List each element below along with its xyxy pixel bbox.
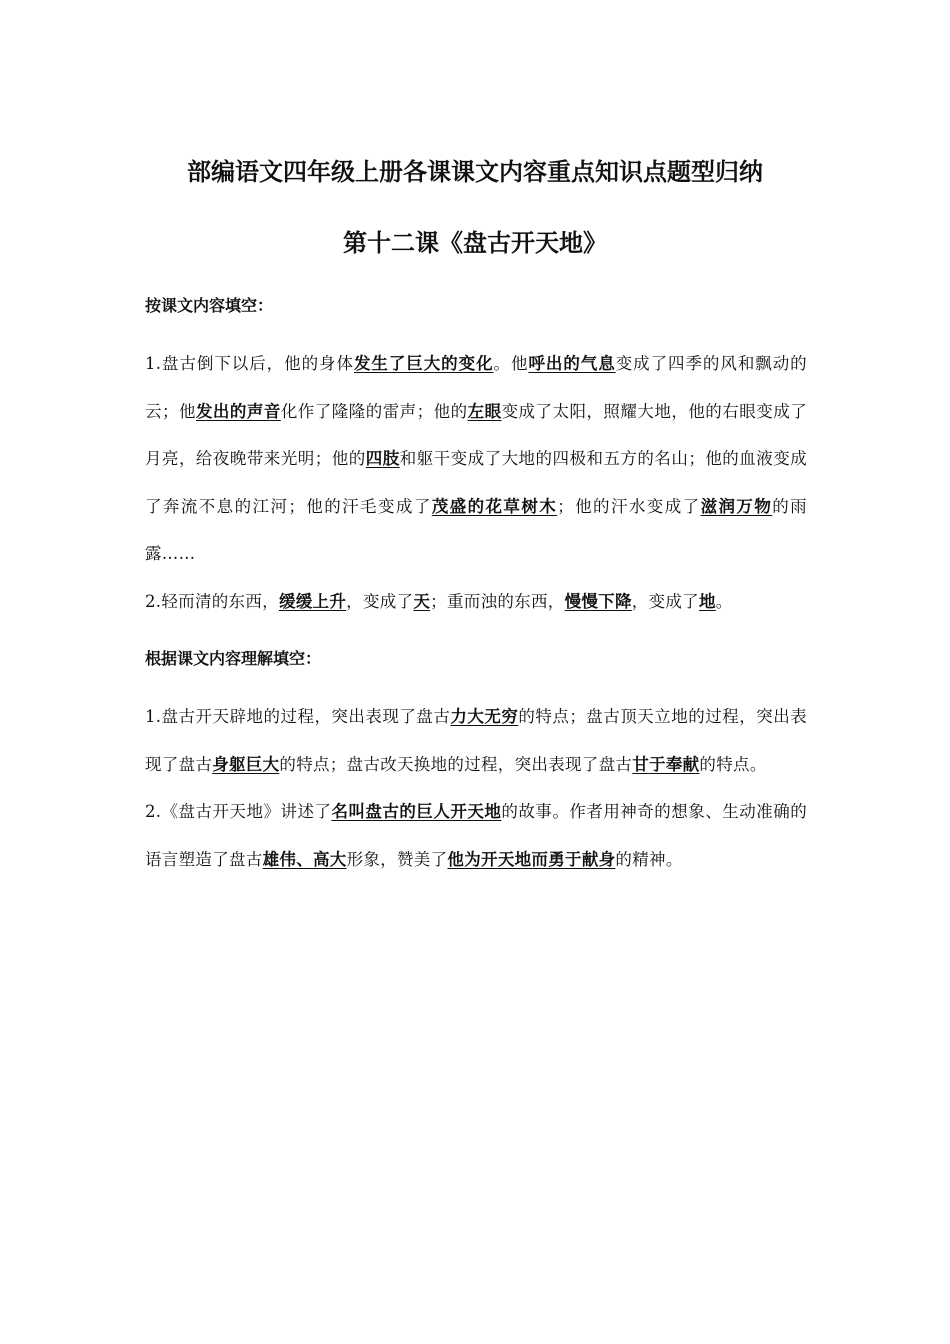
- paragraph-text: 的特点。: [699, 754, 767, 774]
- paragraph-text: 的特点；盘古改天换地的过程，突出表现了盘古: [279, 754, 633, 774]
- paragraph-text: 1.盘古倒下以后，他的身体: [145, 354, 354, 373]
- answer-text: 发生了巨大的变化: [353, 354, 494, 373]
- paragraph-text: 化作了隆隆的雷声；他的: [280, 401, 468, 421]
- answer-text: 茂盛的花草树木: [431, 496, 558, 516]
- answer-text: 地: [698, 591, 716, 611]
- paragraph-text: 的精神。: [615, 849, 683, 869]
- paragraph-text: 的雨露……: [145, 496, 807, 563]
- paragraph-text: 。他: [493, 354, 529, 373]
- answer-text: 呼出的气息: [528, 354, 616, 373]
- lesson-title: 第十二课《盘古开天地》: [343, 229, 607, 257]
- paragraph-text: ，变成了: [631, 591, 699, 611]
- answer-text: 天: [413, 591, 431, 611]
- answer-text: 他为开天地而勇于献身: [447, 849, 616, 869]
- paragraph-text: 1.盘古开天辟地的过程，突出表现了盘古: [145, 707, 451, 726]
- answer-text: 发出的声音: [195, 401, 281, 421]
- answer-text: 滋润万物: [700, 496, 773, 516]
- document-body: [145, 292, 807, 883]
- question-paragraph: [145, 578, 807, 626]
- document-title: 部编语文四年级上册各课课文内容重点知识点题型归纳: [187, 158, 763, 186]
- answer-text: 慢慢下降: [564, 591, 632, 611]
- answer-text: 四肢: [365, 449, 400, 468]
- question-paragraph: [145, 788, 807, 883]
- paragraph-text: ；他的汗水变成了: [557, 496, 701, 516]
- question-paragraph: [145, 693, 807, 788]
- answer-text: 名叫盘古的巨人开天地: [331, 802, 502, 821]
- section-heading-fill-blanks: 按课文内容填空：: [145, 296, 274, 315]
- paragraph-text: 的特点；盘古顶天立地的过程，突出表现了盘古: [145, 707, 807, 774]
- paragraph-text: ，变成了: [346, 591, 414, 611]
- section-heading-comprehension: 根据课文内容理解填空：: [145, 649, 322, 668]
- paragraph-text: 变成了四季的风和飘动的云；他: [145, 354, 807, 421]
- answer-text: 身躯巨大: [212, 754, 280, 774]
- answer-text: 甘于奉献: [632, 754, 700, 774]
- paragraph-text: ；重而浊的东西，: [430, 591, 565, 611]
- paragraph-text: 形象，赞美了: [346, 849, 448, 869]
- paragraph-text: 的故事。作者用神奇的想象、生动准确的语言塑造了盘古: [145, 802, 808, 869]
- paragraph-text: 2.《盘古开天地》讲述了: [145, 802, 332, 821]
- paragraph-text: 。: [715, 591, 733, 611]
- answer-text: 力大无穷: [450, 707, 519, 726]
- answer-text: 左眼: [467, 401, 502, 421]
- paragraph-text: 和躯干变成了大地的四极和五方的名山；他的血液变成了奔流不息的江河；他的汗毛变成了: [145, 449, 808, 516]
- question-paragraph: [145, 340, 807, 578]
- paragraph-text: 变成了太阳，照耀大地，他的右眼变成了月亮，给夜晚带来光明；他的: [145, 401, 807, 468]
- answer-text: 缓缓上升: [278, 591, 347, 611]
- paragraph-text: 2.轻而清的东西，: [145, 591, 279, 611]
- answer-text: 雄伟、高大: [262, 849, 347, 869]
